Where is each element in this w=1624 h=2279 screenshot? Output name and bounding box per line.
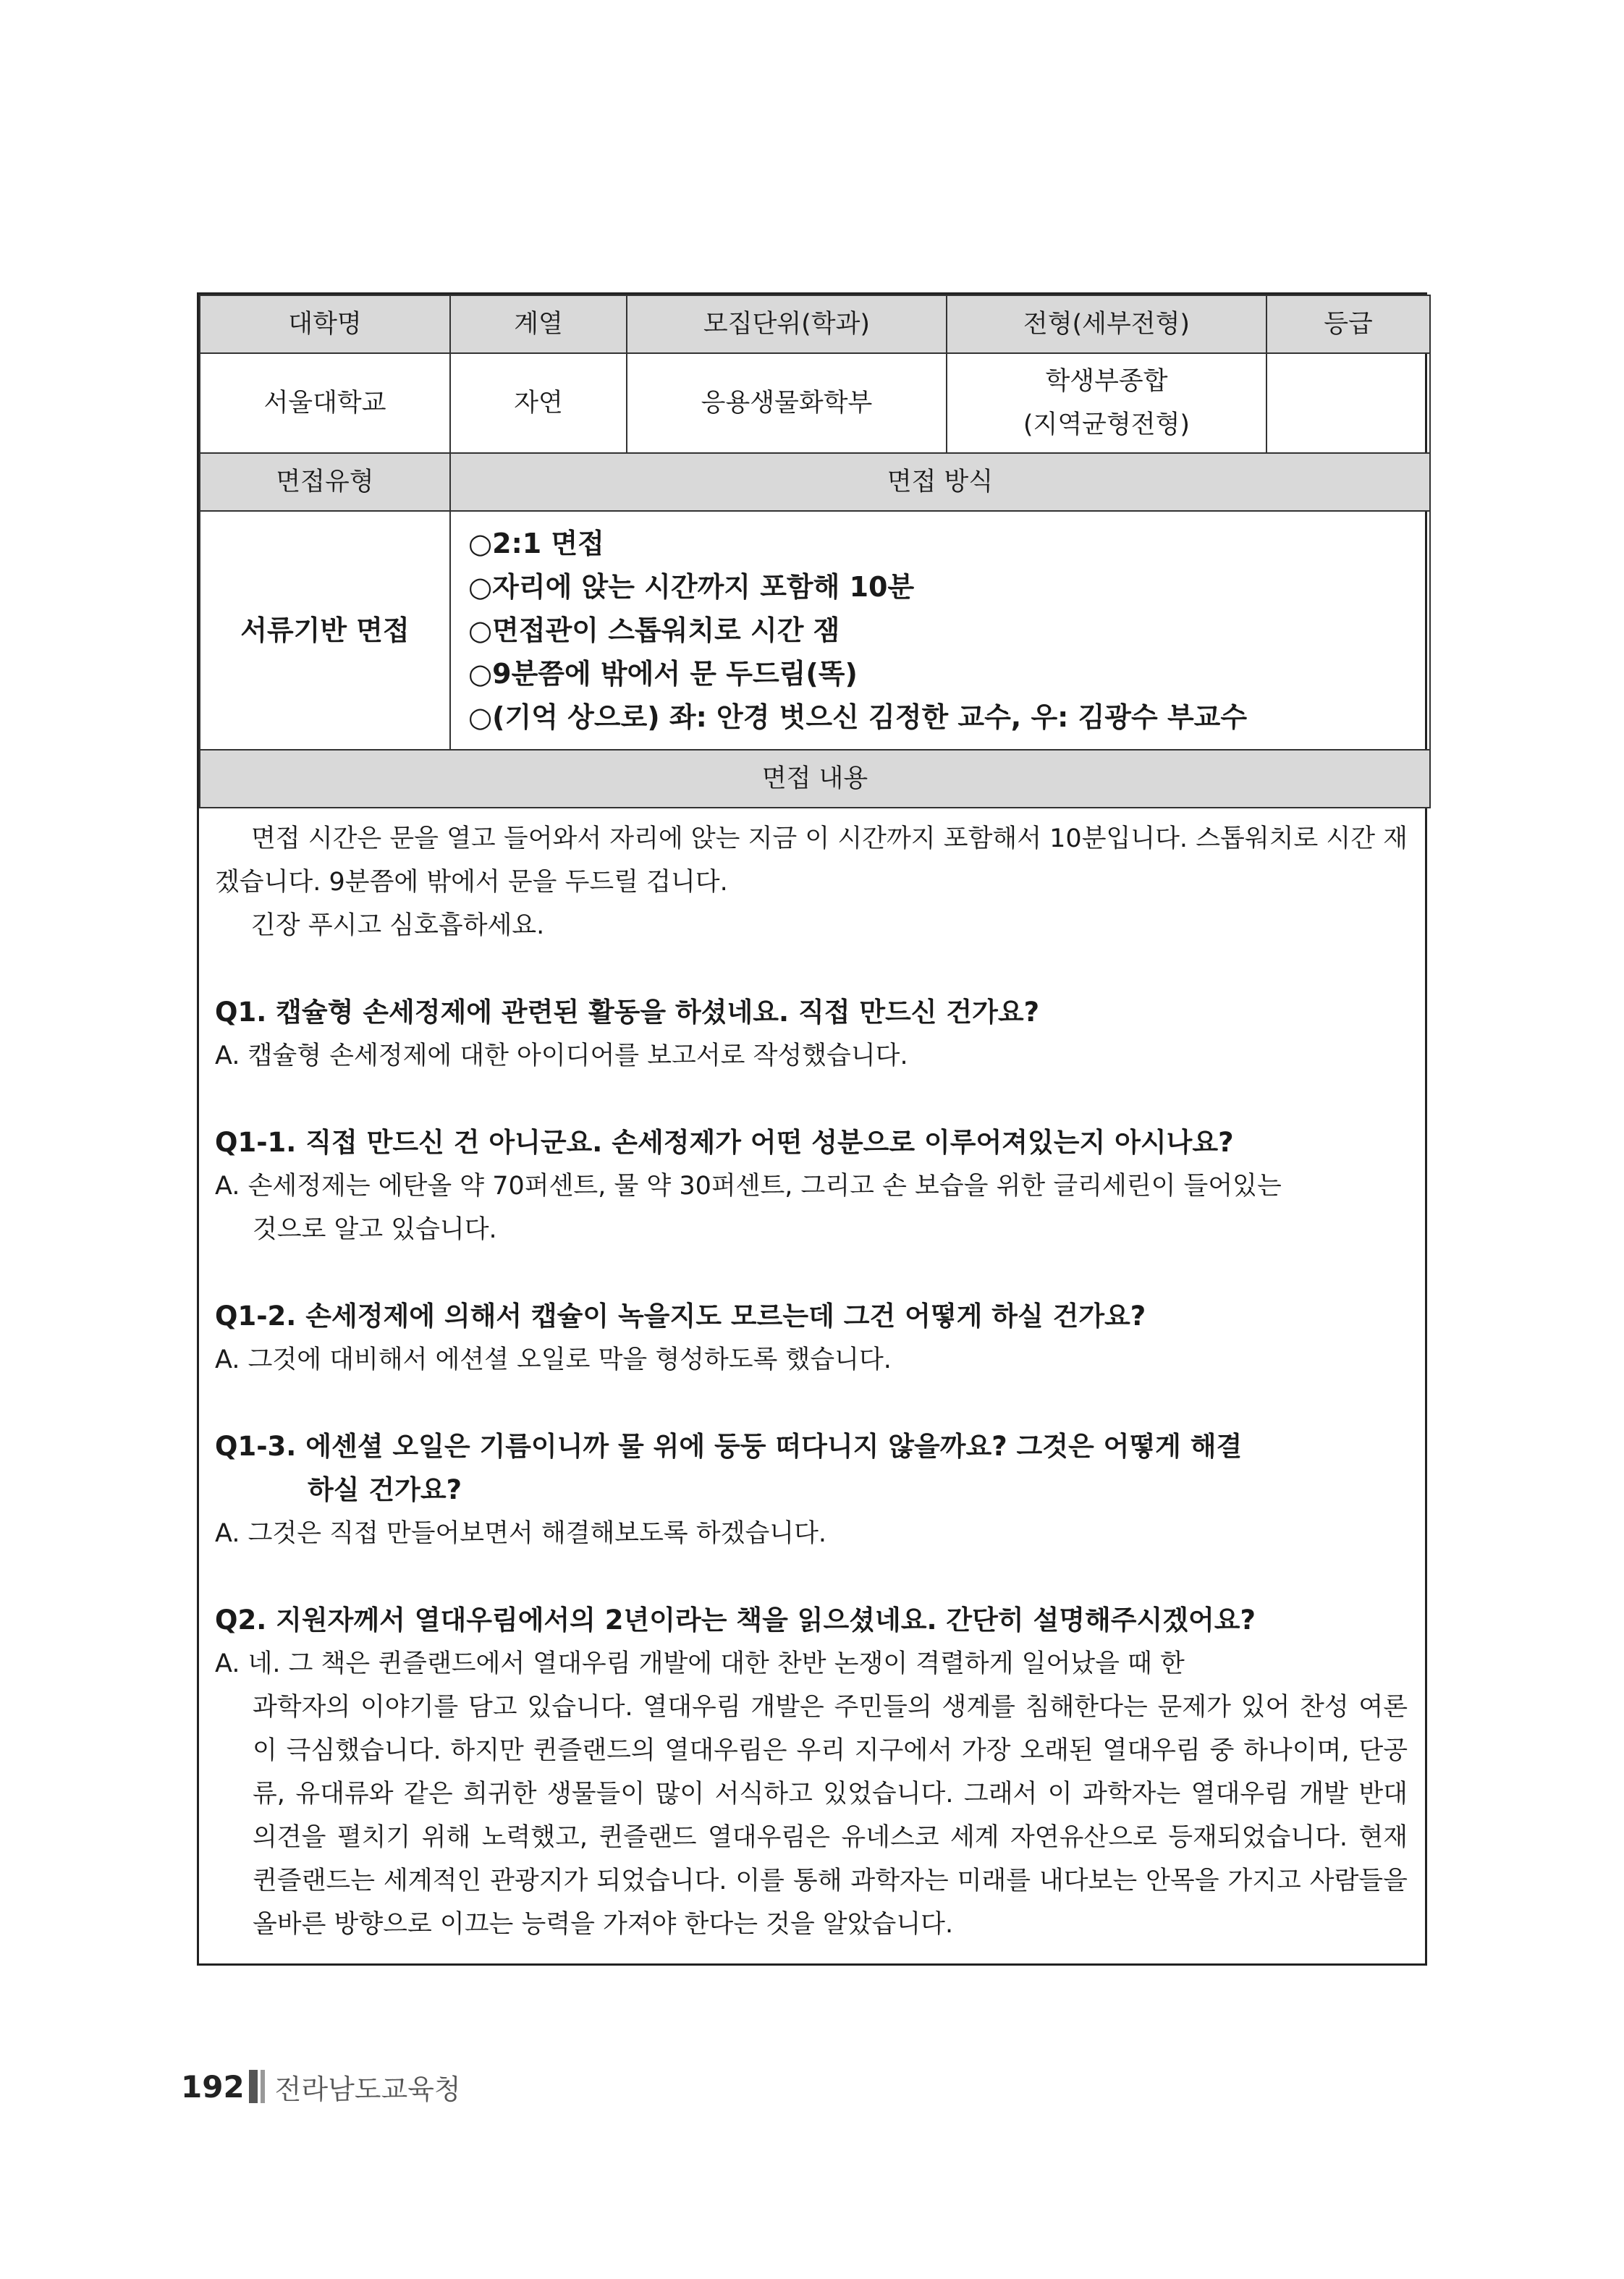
admission-line-2: (지역균형전형) xyxy=(1023,410,1190,439)
method-row xyxy=(200,511,1430,750)
question-q1-3-line-1: Q1-3. 에센셜 오일은 기름이니까 물 위에 둥둥 떠다니지 않을까요? 그것은 어떻게 해결 xyxy=(215,1431,1243,1462)
question-q1-1: Q1-1. 직접 만드신 건 아니군요. 손세정제가 어떤 성분으로 이루어져있는지 아시나요? xyxy=(215,1127,1234,1158)
page-number: 192 xyxy=(181,2068,245,2105)
content-header-row xyxy=(200,750,1430,808)
admission-cell xyxy=(947,353,1266,453)
header-admission: 전형(세부전형) xyxy=(947,295,1266,353)
interview-type-header: 면접유형 xyxy=(200,453,450,511)
method-item: ○2:1 면접 xyxy=(468,528,604,559)
answer-a2-line-1: A. 네. 그 책은 퀸즐랜드에서 열대우림 개발에 대한 찬반 논쟁이 격렬하게 일어났을 때 한 xyxy=(215,1649,1185,1678)
question-q1-2: Q1-2. 손세정제에 의해서 캡슐이 녹을지도 모르는데 그건 어떻게 하실 건가요? xyxy=(215,1301,1146,1332)
answer-a1-1-line-1: A. 손세정제는 에탄올 약 70퍼센트, 물 약 30퍼센트, 그리고 손 보습을 위한 글리세린이 들어있는 xyxy=(215,1172,1282,1201)
method-item: ○자리에 앉는 시간까지 포함해 10분 xyxy=(468,571,915,603)
header-grade: 등급 xyxy=(1266,295,1430,353)
header-field: 계열 xyxy=(450,295,627,353)
answer-a2-continued: 과학자의 이야기를 담고 있습니다. 열대우림 개발은 주민들의 생계를 침해한다는 문제가 있어 찬성 여론이 극심했습니다. 하지만 퀸즐랜드의 열대우림은 우리 지구에서 가장 오래된 열대우림 중 하나이며, 단공류, 유대류와 같은 희귀한 생물들이 많이 서식하고 있었습니다. 그래서 이 과학자는 열대우림 개발 반대 의견을 펼치기 위해 노력했고, 퀸즐랜드 열대우림은 유네스코 세계 자연유산으로 등재되었습니다. 현재 퀸즐랜드는 세계적인 관광지가 되었습니다. 이를 통해 과학자는 미래를 내다보는 안목을 가지고 사람들을 올바른 방향으로 이끄는 능력을 가져야 한다는 것을 알았습니다. xyxy=(253,1693,1408,1939)
method-item: ○(기억 상으로) 좌: 안경 벗으신 김정한 교수, 우: 김광수 부교수 xyxy=(468,701,1248,733)
footer-divider xyxy=(249,2070,258,2103)
info-grid xyxy=(199,295,1431,808)
header-university: 대학명 xyxy=(200,295,450,353)
intro-paragraph: 면접 시간은 문을 열고 들어와서 자리에 앉는 지금 이 시간까지 포함해서 10분입니다. 스톱워치로 시간 재겠습니다. 9분쯤에 밖에서 문을 두드릴 겁니다. xyxy=(215,824,1408,897)
question-q1-3-line-2: 하실 건가요? xyxy=(308,1474,462,1505)
content-header: 면접 내용 xyxy=(200,750,1430,808)
method-list xyxy=(450,511,1430,750)
question-q1: Q1. 캡슐형 손세정제에 관련된 활동을 하셨네요. 직접 만드신 건가요? xyxy=(215,997,1040,1028)
organization-name: 전라남도교육청 xyxy=(274,2073,461,2105)
university-cell: 서울대학교 xyxy=(200,353,450,453)
data-row xyxy=(200,353,1430,453)
interview-method-header: 면접 방식 xyxy=(450,453,1430,511)
grade-cell xyxy=(1266,353,1430,453)
answer-a1-2: A. 그것에 대비해서 에션셜 오일로 막을 형성하도록 했습니다. xyxy=(215,1345,892,1374)
header-row xyxy=(200,295,1430,353)
interview-record-table xyxy=(197,292,1427,1966)
admission-line-1: 학생부종합 xyxy=(1045,367,1168,396)
method-item: ○면접관이 스톱워치로 시간 잼 xyxy=(468,614,840,646)
interview-content xyxy=(199,808,1425,1963)
field-cell: 자연 xyxy=(450,353,627,453)
footer-divider-thin xyxy=(261,2070,265,2103)
answer-a1-3: A. 그것은 직접 만들어보면서 해결해보도록 하겠습니다. xyxy=(215,1519,827,1548)
department-cell: 응용생물화학부 xyxy=(627,353,947,453)
page-footer xyxy=(181,2065,461,2108)
method-header-row xyxy=(200,453,1430,511)
intro-paragraph-2: 긴장 푸시고 심호흡하세요. xyxy=(251,911,545,940)
method-item: ○9분쯤에 밖에서 문 두드림(똑) xyxy=(468,658,858,690)
question-q2: Q2. 지원자께서 열대우림에서의 2년이라는 책을 읽으셨네요. 간단히 설명해주시겠어요? xyxy=(215,1604,1256,1636)
answer-a1-1-line-2: 것으로 알고 있습니다. xyxy=(253,1215,497,1244)
interview-type-cell: 서류기반 면접 xyxy=(200,511,450,750)
answer-a1: A. 캡슐형 손세정제에 대한 아이디어를 보고서로 작성했습니다. xyxy=(215,1041,908,1070)
header-department: 모집단위(학과) xyxy=(627,295,947,353)
